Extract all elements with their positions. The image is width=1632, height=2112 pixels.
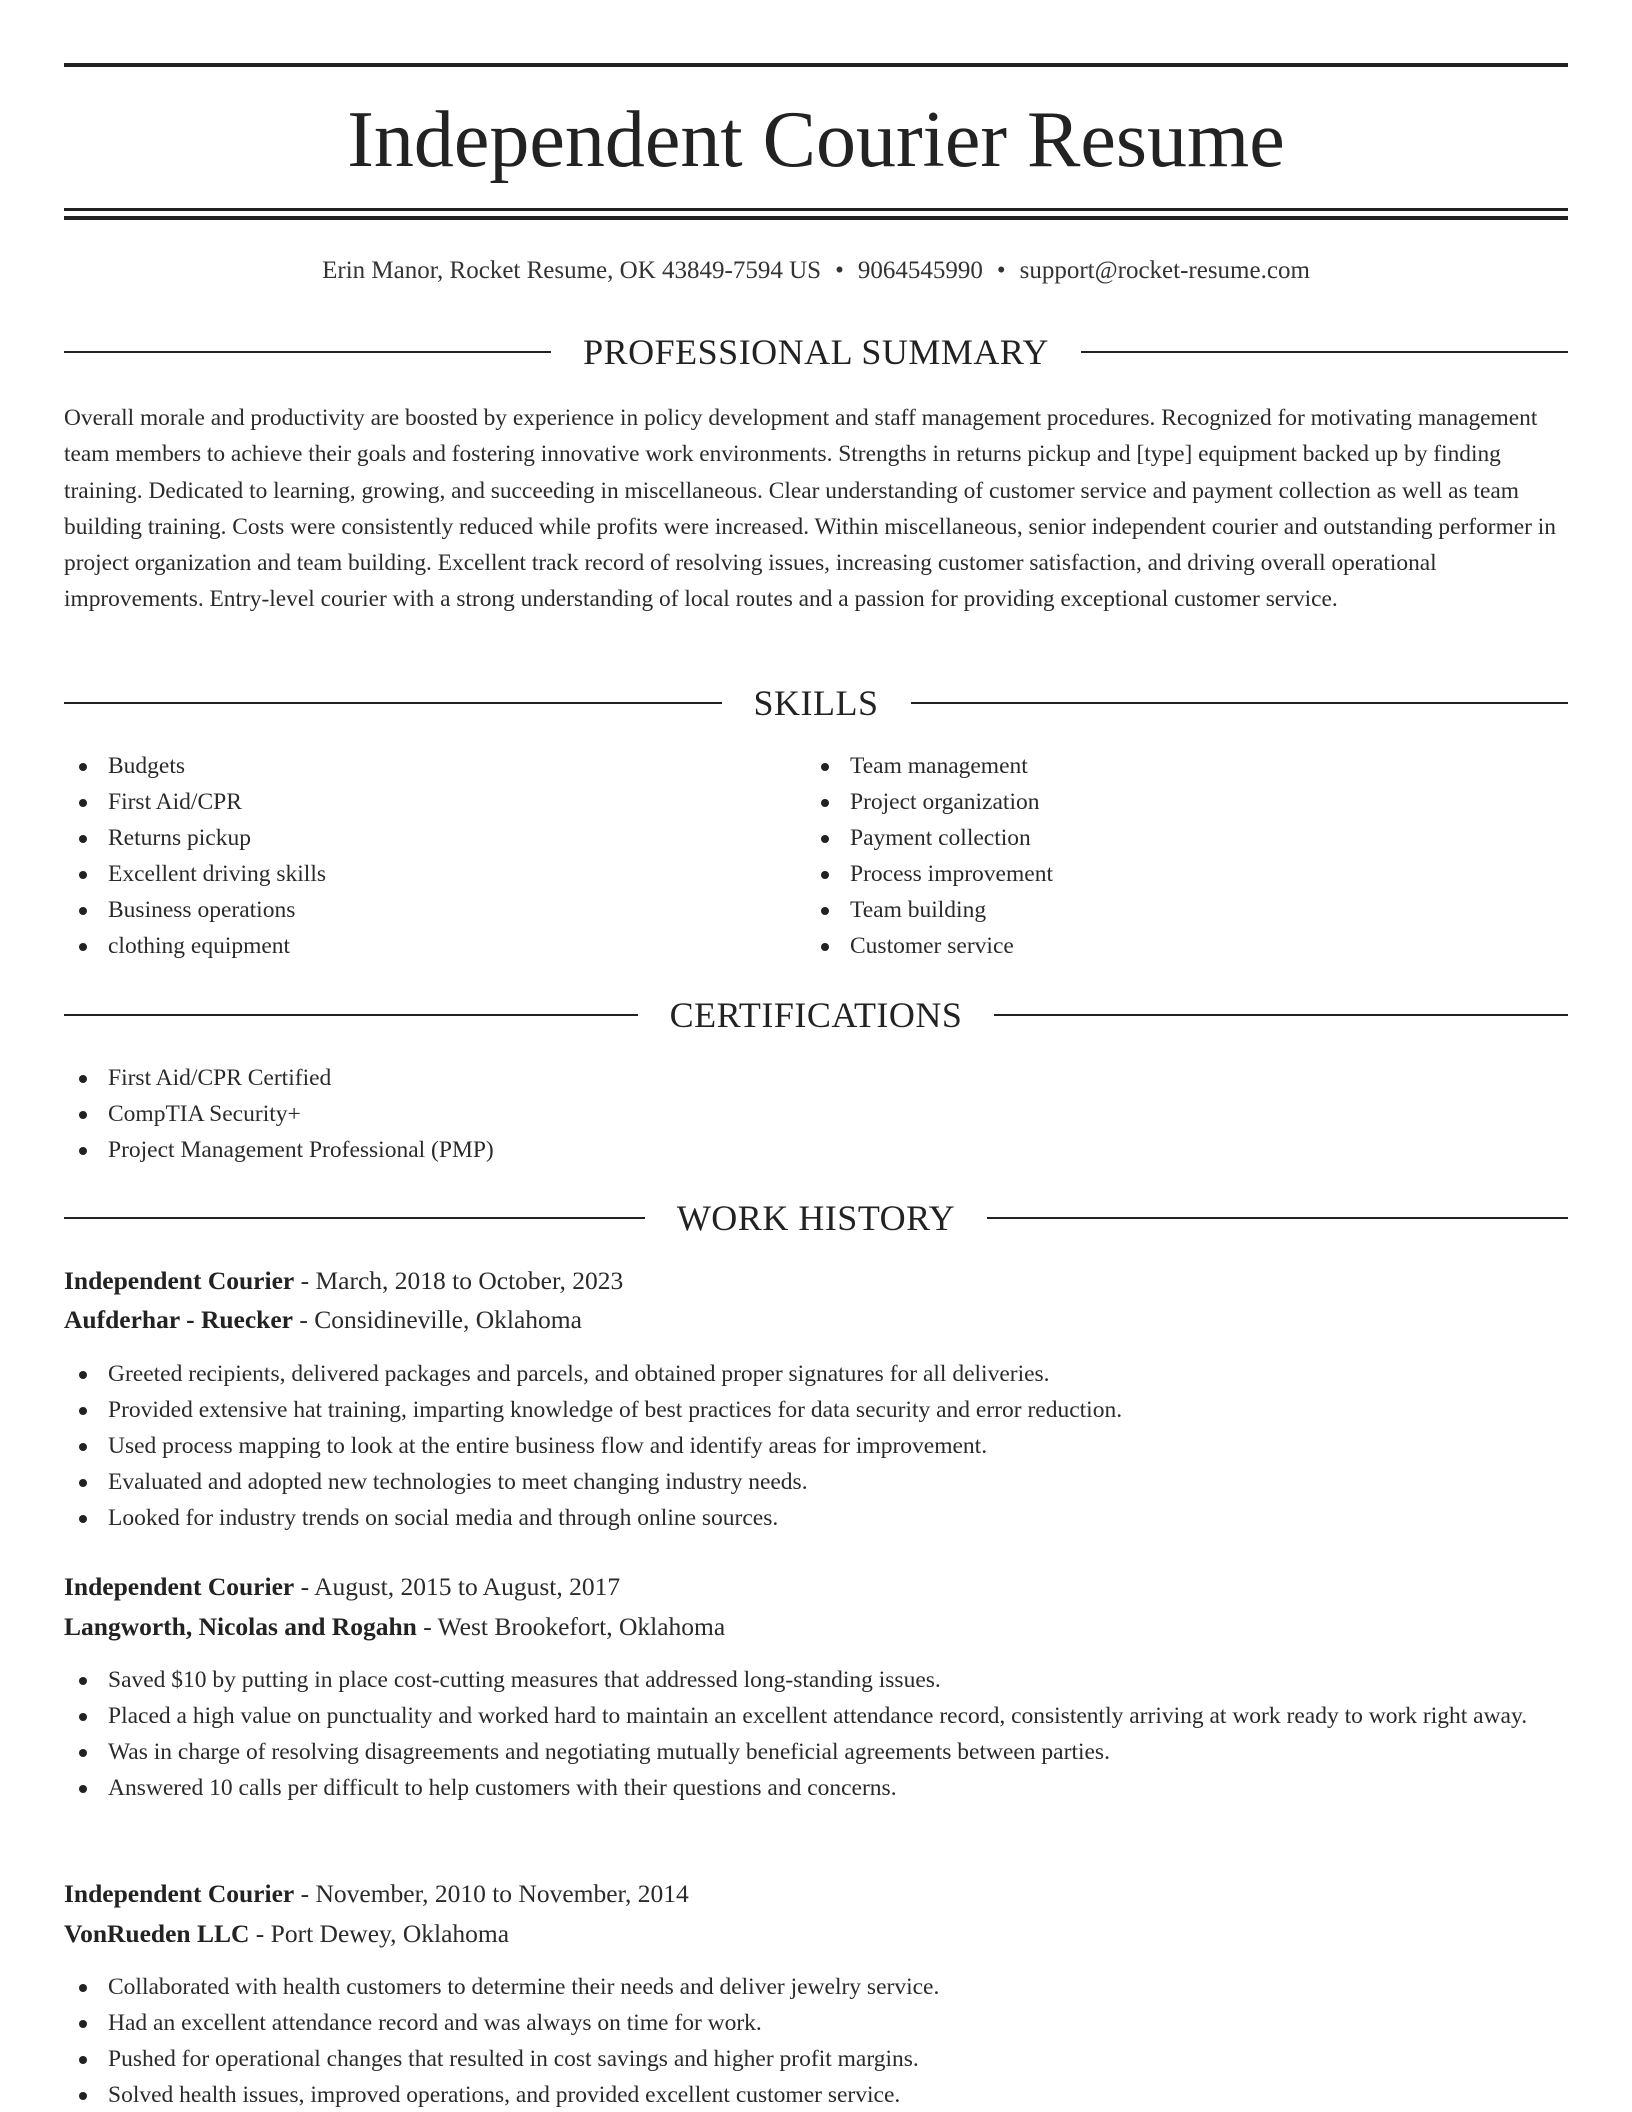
job-company-line <box>64 1916 1568 1952</box>
job-location: - Considineville, Oklahoma <box>293 1305 582 1334</box>
heading-rule-left <box>64 351 551 353</box>
job-title-line <box>64 1569 1568 1605</box>
job-title: Independent Courier <box>64 1572 295 1601</box>
contact-separator: • <box>996 257 1006 284</box>
certification-item: Project Management Professional (PMP) <box>64 1132 494 1168</box>
job-title: Independent Courier <box>64 1879 295 1908</box>
summary-text: Overall morale and productivity are boosted by experience in policy development and staff management procedures. Recognized for motivating management team members to achieve their goals and fostering innovative work environments. Strengths in returns pickup and [type] equipment backed up by finding training. Dedicated to learning, growing, and succeeding in miscellaneous. Clear understanding of customer service and payment collection as well as team building training. Costs were consistently reduced while profits were increased. Within miscellaneous, senior independent courier and outstanding performer in project organization and team building. Excellent track record of resolving issues, increasing customer satisfaction, and driving overall operational improvements. Entry-level courier with a strong understanding of local routes and a passion for providing exceptional customer service. <box>64 405 1556 613</box>
heading-rule-right <box>987 1217 1568 1219</box>
job-bullet: Looked for industry trends on social media and through online sources. <box>64 1500 1568 1536</box>
job-bullets <box>64 1662 1568 1806</box>
job-bullet: Had an excellent attendance record and was always on time for work. <box>64 2005 1568 2041</box>
job-title-line <box>64 1876 1568 1912</box>
job-title: Independent Courier <box>64 1266 295 1295</box>
certifications-heading-text: CERTIFICATIONS <box>669 995 963 1035</box>
heading-rule-right <box>911 702 1569 704</box>
certification-item: CompTIA Security+ <box>64 1096 494 1132</box>
job-bullet: Solved health issues, improved operations, and provided excellent customer service. <box>64 2077 1568 2112</box>
job-bullet: Pushed for operational changes that resulted in cost savings and higher profit margins. <box>64 2041 1568 2077</box>
skills-heading-text: SKILLS <box>753 683 879 723</box>
contact-address: Erin Manor, Rocket Resume, OK 43849-7594 US <box>322 257 822 284</box>
job-bullets <box>64 1356 1568 1536</box>
title-double-rule <box>64 208 1568 220</box>
certification-item: First Aid/CPR Certified <box>64 1060 494 1096</box>
job-company: Aufderhar - Ruecker <box>64 1305 293 1334</box>
job-bullet: Answered 10 calls per difficult to help customers with their questions and concerns. <box>64 1770 1568 1806</box>
heading-rule-left <box>64 1217 645 1219</box>
skill-item: Payment collection <box>806 820 1053 856</box>
contact-line <box>64 254 1568 288</box>
job-bullet: Collaborated with health customers to determine their needs and deliver jewelry service. <box>64 1969 1568 2005</box>
job-bullet: Was in charge of resolving disagreements and negotiating mutually beneficial agreements between parties. <box>64 1734 1568 1770</box>
contact-separator: • <box>835 257 844 284</box>
skill-item: Process improvement <box>806 856 1053 892</box>
certifications-heading <box>64 993 1568 1037</box>
job-bullet: Provided extensive hat training, imparting knowledge of best practices for data security and error reduction. <box>64 1392 1568 1428</box>
heading-rule-right <box>994 1014 1568 1016</box>
job-company-line <box>64 1302 1568 1338</box>
skills-heading <box>64 681 1568 725</box>
heading-rule-left <box>64 1014 638 1016</box>
resume-title: Independent Courier Resume <box>347 96 1285 184</box>
job-bullet: Used process mapping to look at the entire business flow and identify areas for improvement. <box>64 1428 1568 1464</box>
job-company: Langworth, Nicolas and Rogahn <box>64 1612 417 1641</box>
skill-item: Business operations <box>64 892 326 928</box>
skills-list-right <box>806 748 1053 964</box>
skill-item: Excellent driving skills <box>64 856 326 892</box>
contact-email: support@rocket-resume.com <box>1019 257 1310 284</box>
work-history-heading <box>64 1196 1568 1240</box>
skill-item: Budgets <box>64 748 326 784</box>
job-dates: - March, 2018 to October, 2023 <box>294 1266 624 1295</box>
skill-item: Team management <box>806 748 1053 784</box>
work-history-heading-text: WORK HISTORY <box>676 1198 956 1238</box>
job-title-line <box>64 1263 1568 1299</box>
skill-item: Project organization <box>806 784 1053 820</box>
top-rule <box>64 63 1568 67</box>
job-bullet: Evaluated and adopted new technologies to meet changing industry needs. <box>64 1464 1568 1500</box>
skill-item: First Aid/CPR <box>64 784 326 820</box>
job-dates: - August, 2015 to August, 2017 <box>294 1572 621 1601</box>
job-bullet: Saved $10 by putting in place cost-cutting measures that addressed long-standing issues. <box>64 1662 1568 1698</box>
skill-item: Team building <box>806 892 1053 928</box>
skills-list-left <box>64 748 326 964</box>
certifications-list <box>64 1060 494 1168</box>
skill-item: Returns pickup <box>64 820 326 856</box>
job-bullet: Greeted recipients, delivered packages and parcels, and obtained proper signatures for all deliveries. <box>64 1356 1568 1392</box>
skill-item: Customer service <box>806 928 1053 964</box>
job-bullets <box>64 1969 1568 2112</box>
job-bullet: Placed a high value on punctuality and worked hard to maintain an excellent attendance record, consistently arriving at work ready to work right away. <box>64 1698 1568 1734</box>
skill-item: clothing equipment <box>64 928 326 964</box>
job-dates: - November, 2010 to November, 2014 <box>294 1879 689 1908</box>
contact-phone: 9064545990 <box>857 257 983 284</box>
heading-rule-right <box>1081 351 1568 353</box>
job-location: - West Brookefort, Oklahoma <box>416 1612 726 1641</box>
job-company: VonRueden LLC <box>64 1919 250 1948</box>
job-location: - Port Dewey, Oklahoma <box>249 1919 510 1948</box>
summary-heading-text: PROFESSIONAL SUMMARY <box>583 332 1049 372</box>
summary-heading <box>64 330 1568 374</box>
job-company-line <box>64 1609 1568 1645</box>
heading-rule-left <box>64 702 722 704</box>
